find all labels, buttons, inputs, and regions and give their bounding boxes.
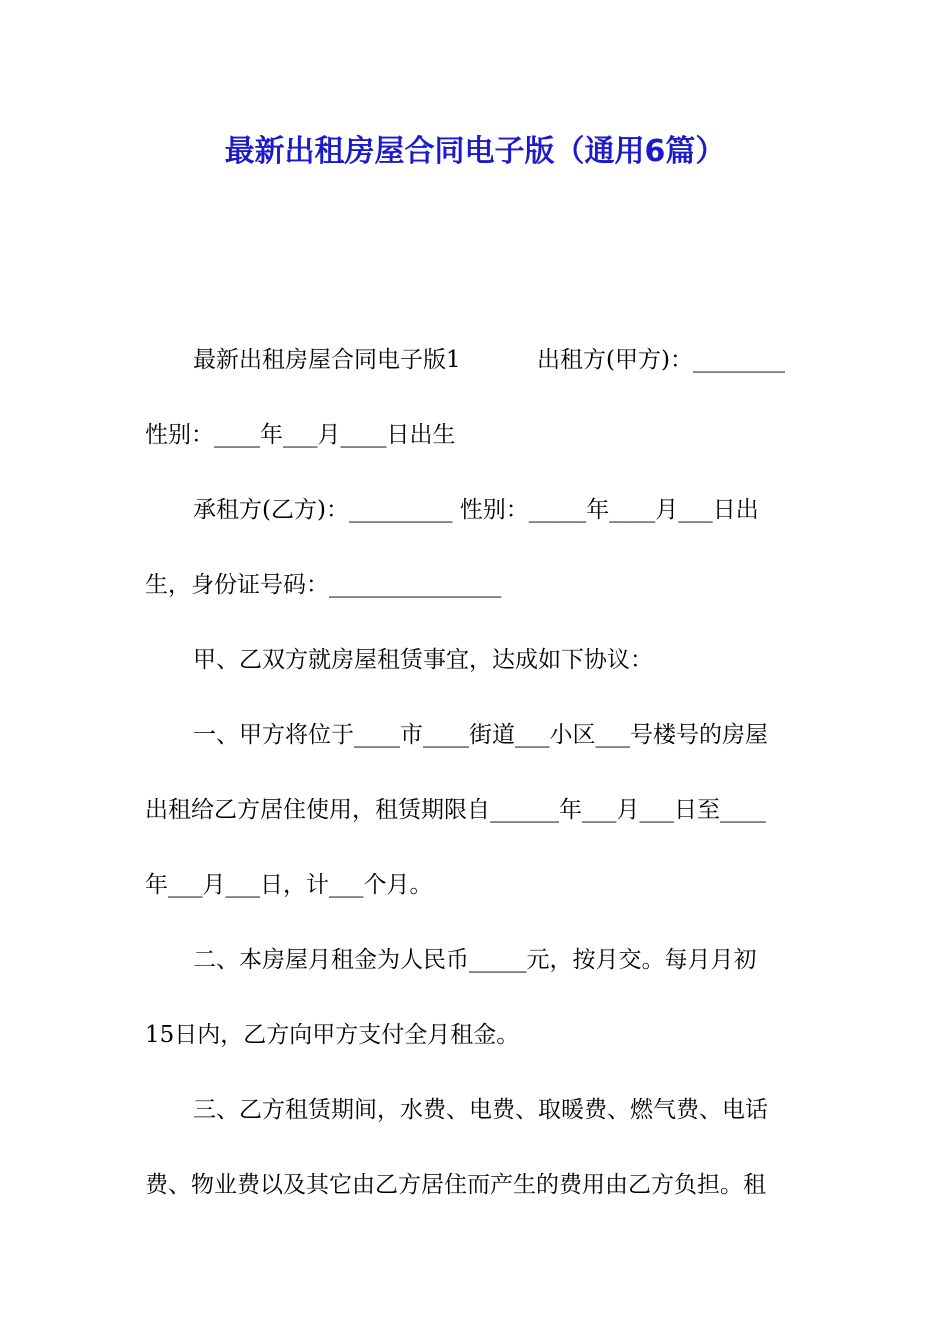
- lessee-line: 承租方(乙方)：_________ 性别：_____年____月___日出: [193, 497, 759, 523]
- lessee-id-line: 生，身份证号码：_______________: [145, 572, 502, 598]
- lessor-line: 出租方(甲方)：________: [537, 347, 785, 373]
- clause-2-line-1: 二、本房屋月租金为人民币_____元，按月交。每月月初: [193, 947, 757, 973]
- lessor-birth-line: 性别：____年___月____日出生: [145, 422, 456, 448]
- clause-3-line-2: 费、物业费以及其它由乙方居住而产生的费用由乙方负担。租: [145, 1172, 766, 1198]
- clause-1-line-3: 年___月___日，计___个月。: [145, 872, 433, 898]
- document-title: 最新出租房屋合同电子版（通用6篇）: [224, 134, 726, 169]
- agreement-intro: 甲、乙双方就房屋租赁事宜，达成如下协议：: [193, 647, 653, 673]
- clause-1-line-2: 出租给乙方居住使用，租赁期限自______年___月___日至____: [145, 797, 766, 823]
- clause-2-line-2: 15日内，乙方向甲方支付全月租金。: [145, 1022, 520, 1048]
- section-heading: 最新出租房屋合同电子版1: [193, 347, 461, 373]
- clause-3-line-1: 三、乙方租赁期间，水费、电费、取暖费、燃气费、电话: [193, 1097, 768, 1123]
- clause-1-line-1: 一、甲方将位于____市____街道___小区___号楼号的房屋: [193, 722, 768, 748]
